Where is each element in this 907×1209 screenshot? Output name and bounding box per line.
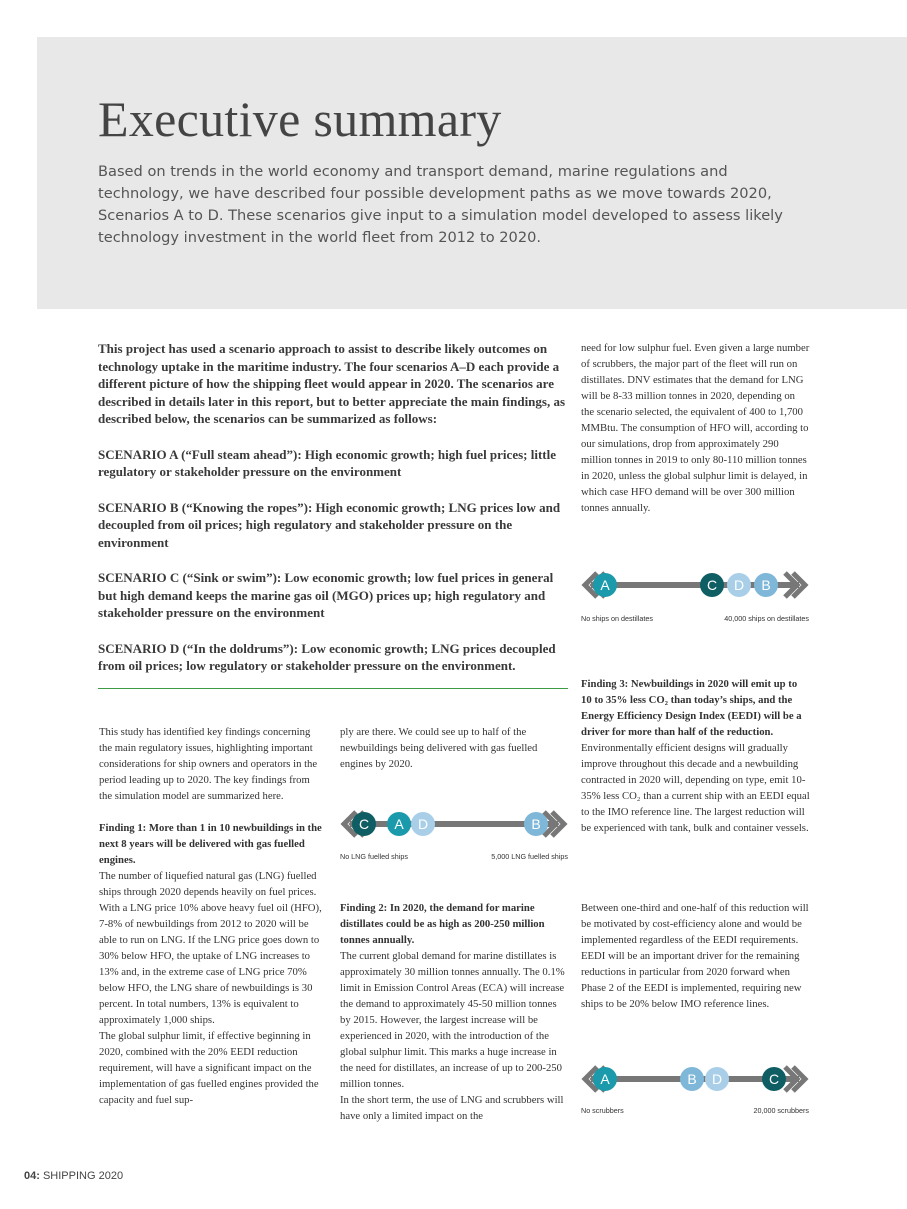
distillates-scenario-d-marker bbox=[727, 573, 751, 597]
column-2-bottom bbox=[340, 900, 570, 1124]
svg-text:C: C bbox=[358, 816, 370, 832]
finding-2-body-2: In the short term, the use of LNG and scrubbers will have only a limited impact on the bbox=[340, 1094, 564, 1122]
column-3-top bbox=[581, 340, 810, 516]
lng-scale-graphic bbox=[340, 808, 568, 840]
footer-section: SHIPPING 2020 bbox=[42, 1170, 124, 1182]
svg-text:A: A bbox=[600, 577, 610, 593]
lng-scale bbox=[340, 808, 568, 864]
finding-1-body-2: The global sulphur limit, if effective beginning in 2020, combined with the 20% EEDI reduction requirement, will have a significant impact on the implementation of gas fuelled engines provided the capacity and fuel sup- bbox=[99, 1030, 319, 1106]
finding-2-heading: Finding 2: In 2020, the demand for marine distillates could be as high as 200-250 million tonnes annually. bbox=[340, 902, 545, 946]
scrubbers-scale-right-label: 20,000 scrubbers bbox=[753, 1106, 809, 1115]
column-3-middle bbox=[581, 676, 810, 836]
svg-text:A: A bbox=[394, 816, 404, 832]
svg-text:D: D bbox=[711, 1071, 723, 1087]
findings-intro: This study has identified key findings concerning the main regulatory issues, highlighting important considerations for ship owners and operators in the period leading up to 2020. The key findings from the simulation model are summarized here. bbox=[99, 726, 318, 802]
finding-3-heading: Finding 3: Newbuildings in 2020 will emit up to 10 to 35% less CO₂ than today’s ships, and the Energy Efficiency Design Index (EEDI) will be a driver for more than half of the reduction. bbox=[581, 678, 802, 738]
scrubbers-scale-left-label: No scrubbers bbox=[581, 1106, 624, 1115]
lead-section bbox=[98, 340, 570, 693]
distillates-scale-graphic bbox=[581, 569, 809, 601]
distillates-scenario-a-marker bbox=[593, 573, 617, 597]
finding-2-continued: need for low sulphur fuel. Even given a large number of scrubbers, the major part of the fleet will run on distillates. DNV estimates that the demand for LNG will be 8-33 million tonnes in 2020, depending on the scenario selected, the equivalent of 400 to 1,700 MMBtu. The consumption of HFO will, according to our simulations, drop from approximately 290 million tonnes in 2019 to only 80-110 million tonnes in 2020, unless the global sulphur limit is delayed, in which case HFO demand will be over 300 million tonnes annually. bbox=[581, 342, 810, 514]
svg-text:B: B bbox=[687, 1071, 697, 1087]
page-title: Executive summary bbox=[98, 91, 502, 147]
scrubbers-scenario-c-marker bbox=[762, 1067, 786, 1091]
lng-scenario-c-marker bbox=[352, 812, 376, 836]
lng-scale-left-label: No LNG fuelled ships bbox=[340, 852, 408, 861]
svg-text:C: C bbox=[706, 577, 718, 593]
svg-text:B: B bbox=[531, 816, 541, 832]
finding-1-heading: Finding 1: More than 1 in 10 newbuildings in the next 8 years will be delivered with gas fuelled engines. bbox=[99, 822, 322, 866]
lng-scale-right-label: 5,000 LNG fuelled ships bbox=[491, 852, 568, 861]
lead-intro: This project has used a scenario approach to assist to describe likely outcomes on technology uptake in the maritime industry. The four scenarios A–D each provide a different picture of how the shipping fleet would appear in 2020. The scenarios are described in details later in this report, but to better appreciate the main findings, as described below, the scenarios can be summarized as follows: bbox=[98, 341, 566, 426]
scenario-a: SCENARIO A (“Full steam ahead”): High economic growth; high fuel prices; little regulatory or stakeholder pressure on the environment bbox=[98, 446, 556, 479]
svg-text:A: A bbox=[600, 1071, 610, 1087]
scrubbers-scenario-b-marker bbox=[680, 1067, 704, 1091]
distillates-scenario-b-marker bbox=[754, 573, 778, 597]
scrubbers-scale-graphic bbox=[581, 1063, 809, 1095]
scrubbers-scenario-a-marker bbox=[593, 1067, 617, 1091]
lng-scenario-d-marker bbox=[411, 812, 435, 836]
scrubbers-scenario-d-marker bbox=[705, 1067, 729, 1091]
column-1 bbox=[99, 724, 324, 1108]
finding-3-body-2: Between one-third and one-half of this reduction will be motivated by cost-efficiency alone and would be implemented regardless of the EEDI requirements. EEDI will be an important driver for the remaining reductions in particular from 2020 forward when Phase 2 of the EEDI is implemented, requiring new ships to be 20% below IMO reference lines. bbox=[581, 902, 809, 1010]
scenario-c: SCENARIO C (“Sink or swim”): Low economic growth; low fuel prices in general but high demand keeps the marine gas oil (MGO) prices up; high regulatory and stakeholder pressure on the environment bbox=[98, 570, 554, 620]
lng-scenario-a-marker bbox=[387, 812, 411, 836]
finding-1-body: The number of liquefied natural gas (LNG) fuelled ships through 2020 depends heavily on fuel prices. With a LNG price 10% above heavy fuel oil (HFO), 7-8% of newbuildings from 2012 to 2020 will be able to run on LNG. If the LNG price goes down to 30% below HFO, the uptake of LNG increases to 13% and, in the extreme case of LNG price 70% below HFO, the LNG share of newbuildings is 30 percent. In total numbers, 13% is equivalent to approximately 1,000 ships. bbox=[99, 870, 322, 1026]
scenario-b: SCENARIO B (“Knowing the ropes”): High economic growth; LNG prices low and decoupled from oil prices; high regulatory and stakeholder pressure on the environment bbox=[98, 499, 561, 550]
page-number: 04: bbox=[24, 1170, 40, 1182]
svg-text:B: B bbox=[761, 577, 771, 593]
distillates-scale bbox=[581, 569, 809, 626]
scenario-d: SCENARIO D (“In the doldrums”): Low economic growth; LNG prices decoupled from oil prices; low regulatory or stakeholder pressure on the environment. bbox=[98, 640, 556, 673]
column-3-bottom bbox=[581, 900, 810, 1012]
intro-paragraph: Based on trends in the world economy and transport demand, marine regulations and technology, we have described four possible development paths as we move towards 2020, Scenarios A to D. These scenarios give input to a simulation model developed to assess likely technology investment in the world fleet from 2012 to 2020. bbox=[98, 163, 783, 246]
page-footer bbox=[24, 1170, 123, 1182]
finding-2-body: The current global demand for marine distillates is approximately 30 million tonnes annually. The 0.1% limit in Emission Control Areas (ECA) will increase the demand to approximately 45-50 million tonnes by 2015. However, the largest increase will be experienced in 2020, with the introduction of the global sulphur limit. This marks a huge increase in the need for distillates, an increase of up to 200-250 million tonnes. bbox=[340, 950, 565, 1090]
svg-text:C: C bbox=[768, 1071, 780, 1087]
distillates-scenario-c-marker bbox=[700, 573, 724, 597]
distillates-scale-left-label: No ships on destillates bbox=[581, 614, 653, 623]
svg-text:D: D bbox=[733, 577, 745, 593]
distillates-scale-right-label: 40,000 ships on destillates bbox=[724, 614, 809, 623]
svg-text:D: D bbox=[417, 816, 429, 832]
column-2-top bbox=[340, 724, 570, 772]
scrubbers-scale bbox=[581, 1063, 809, 1118]
lng-scenario-b-marker bbox=[524, 812, 548, 836]
finding-3-body: Environmentally efficient designs will gradually improve throughout this decade and a newbuilding contracted in 2020 will, depending on type, emit 10-35% less CO₂ than a current ship with an EEDI equal to the IMO reference line. The largest reduction will be experienced with tank, bulk and container vessels. bbox=[581, 742, 810, 834]
section-divider bbox=[98, 688, 568, 689]
finding-1-continued: ply are there. We could see up to half of the newbuildings being delivered with gas fuelled engines by 2020. bbox=[340, 726, 538, 770]
